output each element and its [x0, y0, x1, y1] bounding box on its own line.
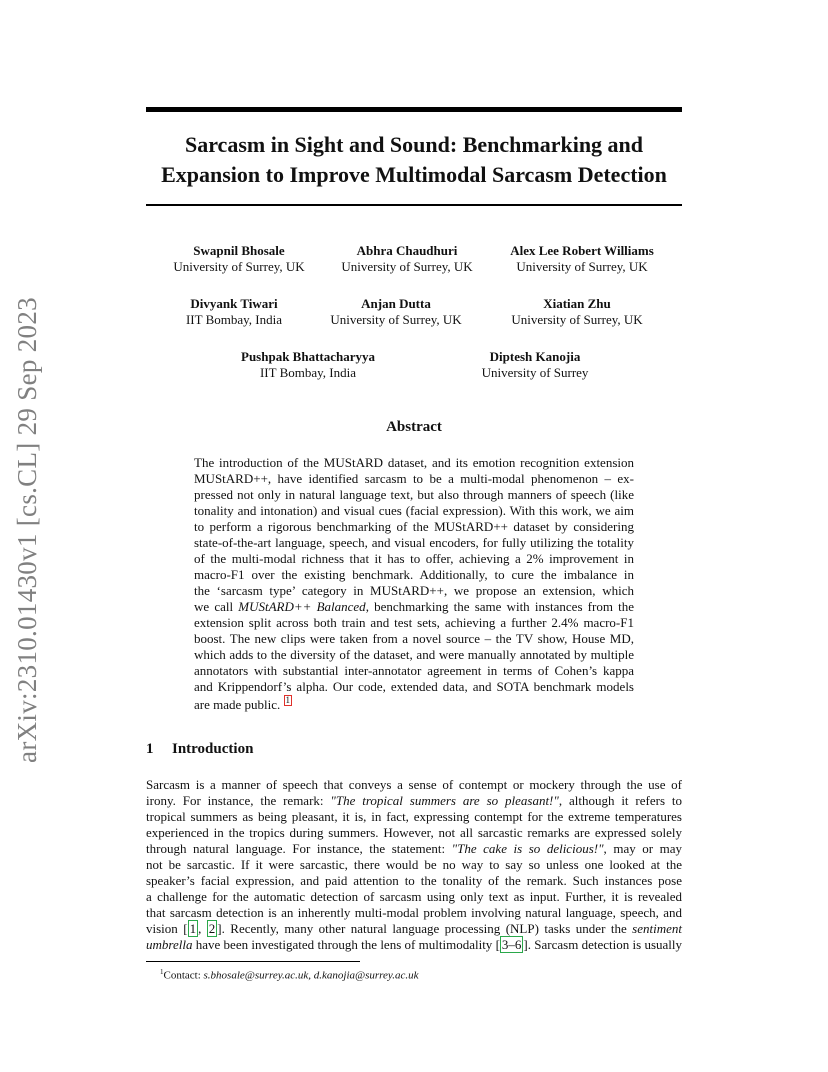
abstract-line: The introduction of the MUStARD dataset, and its emotion recognition extension	[194, 455, 634, 470]
author-affiliation: University of Surrey, UK	[341, 259, 473, 274]
paragraph-line: Sarcasm is a manner of speech that conveys a sense of contempt or mockery through the use of	[146, 777, 682, 792]
author-affiliation: IIT Bombay, India	[185, 312, 283, 327]
footnote-rule	[146, 961, 360, 962]
paragraph-line	[146, 921, 682, 937]
quoted-example: "The tropical summers are so pleasant!"	[330, 793, 559, 808]
text-run: irony. For instance, the remark:	[146, 793, 331, 808]
paper-title	[120, 130, 708, 190]
section-number: 1	[146, 741, 154, 757]
abstract-text: we call	[194, 599, 239, 614]
abstract-line: MUStARD++, have identified sarcasm to be a multi-modal phenomenon – ex-	[194, 471, 634, 486]
abstract-line: of the multi-modal richness that it has to offer, achieving a 2% improvement in	[194, 551, 634, 566]
author-name: Diptesh Kanojia	[489, 349, 581, 364]
paragraph-line	[146, 793, 682, 809]
citation-link[interactable]: 1	[189, 921, 197, 936]
arxiv-stamp: arXiv:2310.01430v1 [cs.CL] 29 Sep 2023	[12, 297, 42, 763]
abstract-line	[194, 695, 634, 711]
author-affiliation: University of Surrey, UK	[516, 259, 648, 274]
author-name: Swapnil Bhosale	[193, 243, 285, 258]
author-name: Pushpak Bhattacharyya	[241, 349, 375, 364]
paragraph-line	[146, 937, 682, 953]
text-run: , may or may	[603, 841, 682, 856]
abstract-line: the ‘sarcasm type’ category in MUStARD++, we propose an extension, which	[194, 583, 634, 598]
author-affiliation: University of Surrey	[481, 365, 589, 380]
quoted-example: "The cake is so delicious!"	[451, 841, 604, 856]
section-heading	[146, 741, 253, 758]
text-run: ]. Recently, many other natural language processing (NLP) tasks under the	[217, 921, 633, 936]
author-block	[507, 296, 647, 328]
author-name: Divyank Tiwari	[190, 296, 278, 311]
abstract-line: boost. The new clips were taken from a novel source – the TV show, House MD,	[194, 631, 634, 646]
intro-paragraph	[146, 777, 682, 953]
author-block	[238, 349, 378, 381]
citation-link[interactable]: 2	[208, 921, 216, 936]
author-block	[465, 349, 605, 381]
italic-term: umbrella	[146, 937, 193, 952]
abstract-line: state-of-the-art language, speech, and visual encoders, for fully utilizing the totality	[194, 535, 634, 550]
text-run: have been investigated through the lens of multimodality [	[192, 937, 500, 952]
abstract-line: pressed not only in natural language text, but also through manners of speech (like	[194, 487, 634, 502]
text-run: vision [	[146, 921, 188, 936]
footnote-marker: 1	[160, 968, 164, 976]
abstract-text: , benchmarking the same with instances from the	[365, 599, 635, 614]
paragraph-line: that sarcasm detection is an inherently multi-modal problem involving natural language, speech, and	[146, 905, 682, 920]
text-run: ,	[198, 921, 207, 936]
paragraph-line: tropical summers as being pleasant, it is, in fact, expressing contempt for the extreme temperatures	[146, 809, 682, 824]
author-block	[164, 296, 304, 328]
section-title: Introduction	[172, 741, 254, 757]
paragraph-line	[146, 841, 682, 857]
paragraph-line: a challenge for the automatic detection of sarcasm using only text as input. Further, it is revealed	[146, 889, 682, 904]
author-affiliation: University of Surrey, UK	[511, 312, 643, 327]
title-bottom-rule	[146, 204, 682, 206]
title-line-1: Sarcasm in Sight and Sound: Benchmarking and	[184, 132, 644, 157]
paragraph-line: not be sarcastic. If it were sarcastic, there would be no way to say so unless one looked at the	[146, 857, 682, 872]
abstract-heading: Abstract	[386, 419, 442, 435]
footnote-label: Contact:	[163, 969, 204, 982]
abstract-line: and Krippendorf’s alpha. Our code, extended data, and SOTA benchmark models	[194, 679, 634, 694]
author-block	[337, 243, 477, 275]
author-name: Xiatian Zhu	[543, 296, 611, 311]
citation-link[interactable]: 3–6	[501, 937, 522, 952]
abstract-line: annotators with substantial inter-annotator agreement in terms of Cohen’s kappa	[194, 663, 634, 678]
abstract-body	[194, 455, 634, 711]
author-name: Abhra Chaudhuri	[356, 243, 458, 258]
author-block	[326, 296, 466, 328]
abstract-line: to perform a rigorous benchmarking of the MUStARD++ dataset by considering	[194, 519, 634, 534]
footnote-emails[interactable]: s.bhosale@surrey.ac.uk, d.kanojia@surrey.ac.uk	[203, 969, 419, 982]
title-line-2: Expansion to Improve Multimodal Sarcasm Detection	[161, 162, 667, 187]
italic-term: sentiment	[632, 921, 682, 936]
abstract-line: tonality and intonation) and visual cues (facial expression). With this work, we aim	[194, 503, 634, 518]
author-affiliation: University of Surrey, UK	[173, 259, 305, 274]
footnote-link[interactable]: 1	[285, 695, 291, 705]
dataset-name-italic: MUStARD++ Balanced	[238, 599, 366, 614]
title-top-rule	[146, 107, 682, 112]
text-run: through natural language. For instance, the statement:	[146, 841, 452, 856]
author-block	[504, 243, 660, 275]
abstract-text: are made public.	[194, 697, 284, 712]
author-affiliation: IIT Bombay, India	[259, 365, 357, 380]
paragraph-line: speaker’s facial expression, and paid attention to the tonality of the remark. Such instances pose	[146, 873, 682, 888]
text-run: , although it refers to	[558, 793, 682, 808]
author-name: Anjan Dutta	[361, 296, 431, 311]
author-name: Alex Lee Robert Williams	[510, 243, 654, 258]
abstract-line: which adds to the diversity of the dataset, and were manually annotated by multiple	[194, 647, 634, 662]
abstract-line	[194, 599, 634, 615]
footnote	[160, 965, 418, 983]
text-run: ]. Sarcasm detection is usually	[523, 937, 683, 952]
author-affiliation: University of Surrey, UK	[330, 312, 462, 327]
author-block	[169, 243, 309, 275]
abstract-line: extension split across both train and test sets, achieving a further 2.4% macro-F1	[194, 615, 634, 630]
abstract-line: macro-F1 over the existing benchmark. Additionally, to cure the imbalance in	[194, 567, 634, 582]
paragraph-line: experienced in the tropics during summers. However, not all sarcastic remarks are expressed solely	[146, 825, 682, 840]
